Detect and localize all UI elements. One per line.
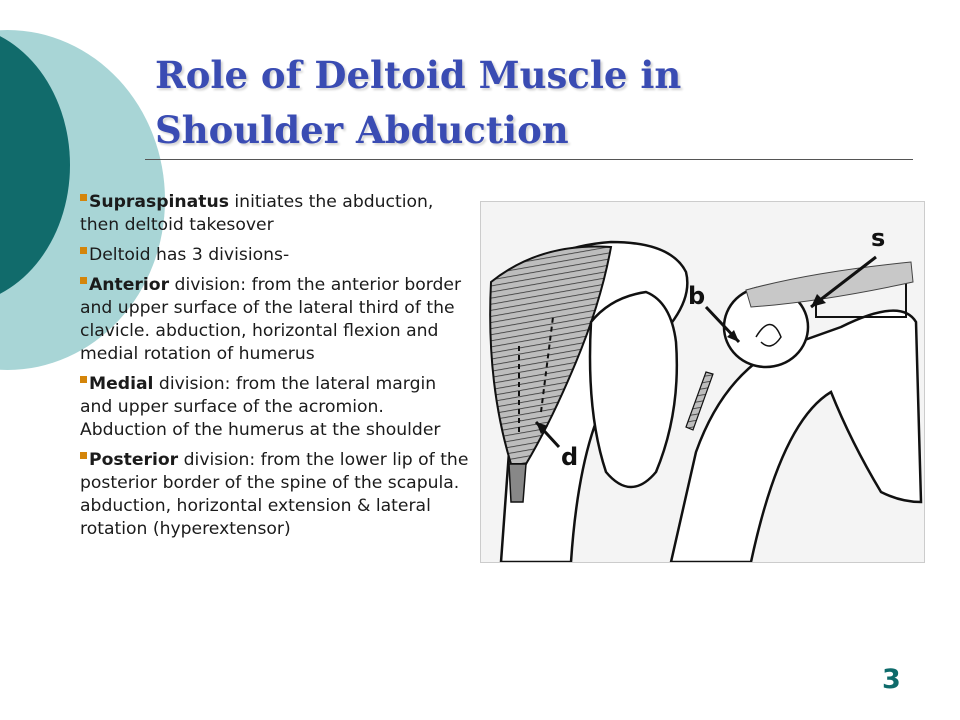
bullet-term: Supraspinatus bbox=[89, 192, 229, 212]
title-line-1: Role of Deltoid Muscle in bbox=[155, 53, 682, 97]
bullet-text: division: from the anterior border and upper surface of the lateral third of the clavicle. abduction, horizontal flexion and medial rotation of humerus bbox=[80, 275, 462, 364]
bullet-term: Anterior bbox=[89, 275, 170, 295]
deltoid-tendon bbox=[509, 464, 526, 502]
bullet-item-supraspinatus bbox=[80, 191, 472, 237]
bullet-text: initiates the abduction, then deltoid takesover bbox=[80, 192, 434, 235]
shoulder-anatomy-figure bbox=[480, 201, 925, 563]
bullet-square-icon bbox=[80, 194, 87, 201]
bullet-list bbox=[80, 191, 472, 548]
label-b: b bbox=[688, 282, 706, 310]
title-line-2: Shoulder Abduction bbox=[155, 108, 569, 152]
bullet-term: Posterior bbox=[89, 450, 179, 470]
bullet-square-icon bbox=[80, 247, 87, 254]
label-s: s bbox=[871, 224, 886, 252]
slide-title bbox=[155, 48, 915, 158]
bullet-item-posterior bbox=[80, 449, 472, 541]
label-d: d bbox=[561, 443, 579, 471]
slide-page-number: 3 bbox=[882, 664, 901, 695]
shoulder-anatomy-illustration bbox=[481, 202, 924, 562]
bullet-square-icon bbox=[80, 376, 87, 383]
scapula-outline-left bbox=[590, 292, 677, 487]
bullet-text: division: from the lateral margin and upper surface of the acromion. Abduction of the humerus at the shoulder bbox=[80, 374, 441, 440]
bullet-item-divisions bbox=[80, 244, 472, 267]
bullet-item-medial bbox=[80, 373, 472, 442]
bullet-square-icon bbox=[80, 452, 87, 459]
bullet-text: division: from the lower lip of the posterior border of the spine of the scapula. abduction, horizontal extension & lateral rotation (hyperextensor) bbox=[80, 450, 469, 539]
supraspinatus-muscle bbox=[746, 262, 913, 307]
title-divider bbox=[145, 159, 913, 160]
bullet-text: Deltoid has 3 divisions- bbox=[89, 245, 290, 265]
bullet-term: Medial bbox=[89, 374, 154, 394]
bullet-item-anterior bbox=[80, 274, 472, 366]
bullet-square-icon bbox=[80, 277, 87, 284]
